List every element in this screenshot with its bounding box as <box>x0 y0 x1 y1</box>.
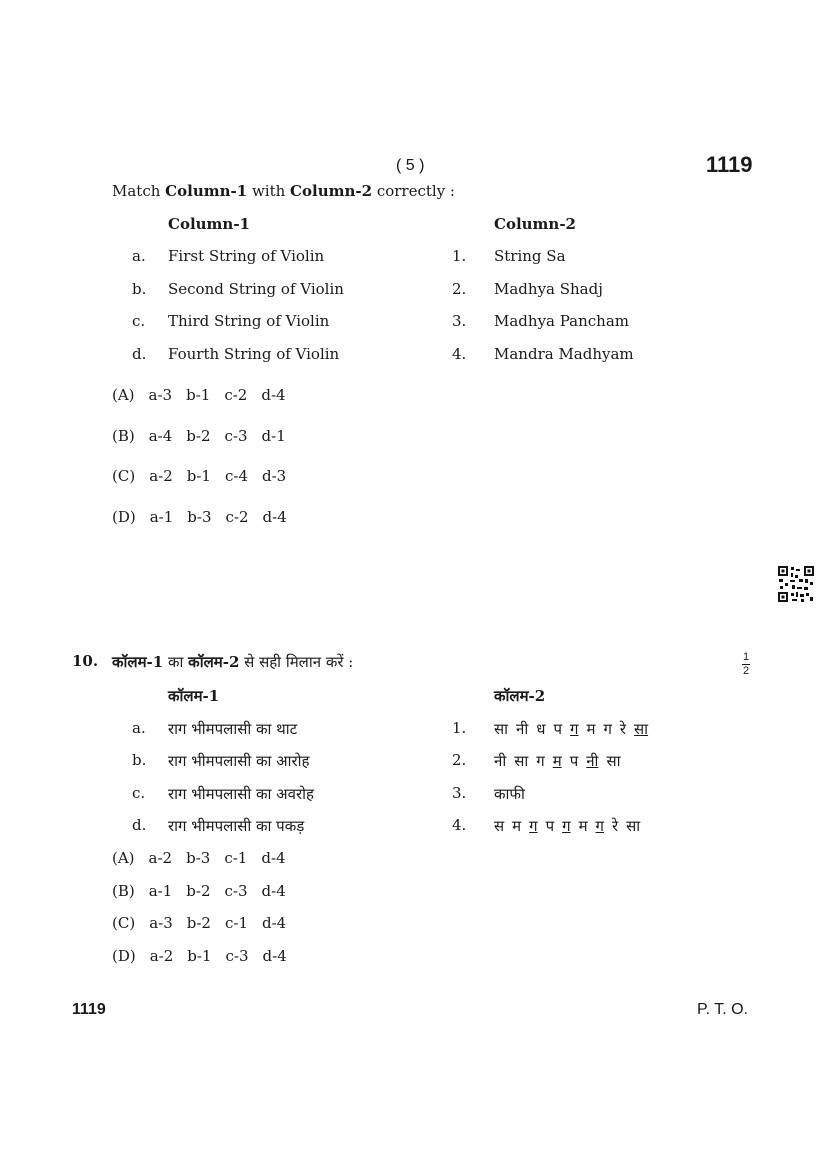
q10-row-a-label: a. <box>132 719 146 737</box>
q9-option-d[interactable]: (D) a-1 b-3 c-2 d-4 <box>112 508 287 526</box>
q10-option-b[interactable]: (B) a-1 b-2 c-3 d-4 <box>112 882 286 900</box>
q9-col2-header: Column-2 <box>494 215 576 233</box>
q10-option-a[interactable]: (A) a-2 b-3 c-1 d-4 <box>112 849 286 867</box>
q10-instruction: कॉलम-1 का कॉलम-2 से सही मिलान करें : <box>112 653 354 671</box>
q10-row-1-label: 1. <box>452 719 467 737</box>
qr-code-icon <box>777 565 815 603</box>
q9-instruction: Match Column-1 with Column-2 correctly : <box>112 182 455 200</box>
q9-row-3-label: 3. <box>452 312 467 330</box>
q9-option-b[interactable]: (B) a-4 b-2 c-3 d-1 <box>112 427 286 445</box>
q10-row-d-label: d. <box>132 816 147 834</box>
q10-row-b-text: राग भीमपलासी का आरोह <box>168 752 310 770</box>
q10-number: 10. <box>72 652 99 670</box>
q10-notation-2: नी सा ग म प नी सा <box>494 752 621 770</box>
page-number: ( 5 ) <box>396 157 425 174</box>
q10-notation-4: स म ग प ग म ग रे सा <box>494 817 641 835</box>
marks-fraction: 1 2 <box>742 651 750 677</box>
q9-option-a[interactable]: (A) a-3 b-1 c-2 d-4 <box>112 386 286 404</box>
q9-row-d-label: d. <box>132 345 147 363</box>
q9-row-b-label: b. <box>132 280 147 298</box>
q10-row-3-label: 3. <box>452 784 467 802</box>
q9-row-b-text: Second String of Violin <box>168 280 344 298</box>
pto-label: P. T. O. <box>697 1001 748 1018</box>
q9-row-c-label: c. <box>132 312 146 330</box>
q9-row-4-label: 4. <box>452 345 467 363</box>
q9-row-1-label: 1. <box>452 247 467 265</box>
q10-row-d-text: राग भीमपलासी का पकड़ <box>168 817 305 835</box>
q10-row-2-label: 2. <box>452 751 467 769</box>
q10-row-c-text: राग भीमपलासी का अवरोह <box>168 785 314 803</box>
q10-col2-header: कॉलम-2 <box>494 687 546 705</box>
q9-row-2-text: Madhya Shadj <box>494 280 603 298</box>
q9-row-1-text: String Sa <box>494 247 566 265</box>
q9-option-c[interactable]: (C) a-2 b-1 c-4 d-3 <box>112 467 287 485</box>
q10-row-4-label: 4. <box>452 816 467 834</box>
q10-notation-3: काफी <box>494 785 525 803</box>
q10-option-c[interactable]: (C) a-3 b-2 c-1 d-4 <box>112 914 287 932</box>
q10-notation-1: सा नी ध प ग म ग रे सा <box>494 720 649 738</box>
paper-code-footer: 1119 <box>72 1001 106 1018</box>
q9-row-4-text: Mandra Madhyam <box>494 345 634 363</box>
q10-col1-header: कॉलम-1 <box>168 687 220 705</box>
q10-row-c-label: c. <box>132 784 146 802</box>
q10-row-a-text: राग भीमपलासी का थाट <box>168 720 298 738</box>
paper-code-top: 1119 <box>706 152 753 177</box>
q9-row-2-label: 2. <box>452 280 467 298</box>
q9-row-c-text: Third String of Violin <box>168 312 330 330</box>
q9-row-a-text: First String of Violin <box>168 247 325 265</box>
q9-row-3-text: Madhya Pancham <box>494 312 629 330</box>
q9-col1-header: Column-1 <box>168 215 250 233</box>
q10-row-b-label: b. <box>132 751 147 769</box>
q9-row-a-label: a. <box>132 247 146 265</box>
q10-option-d[interactable]: (D) a-2 b-1 c-3 d-4 <box>112 947 287 965</box>
q9-row-d-text: Fourth String of Violin <box>168 345 340 363</box>
